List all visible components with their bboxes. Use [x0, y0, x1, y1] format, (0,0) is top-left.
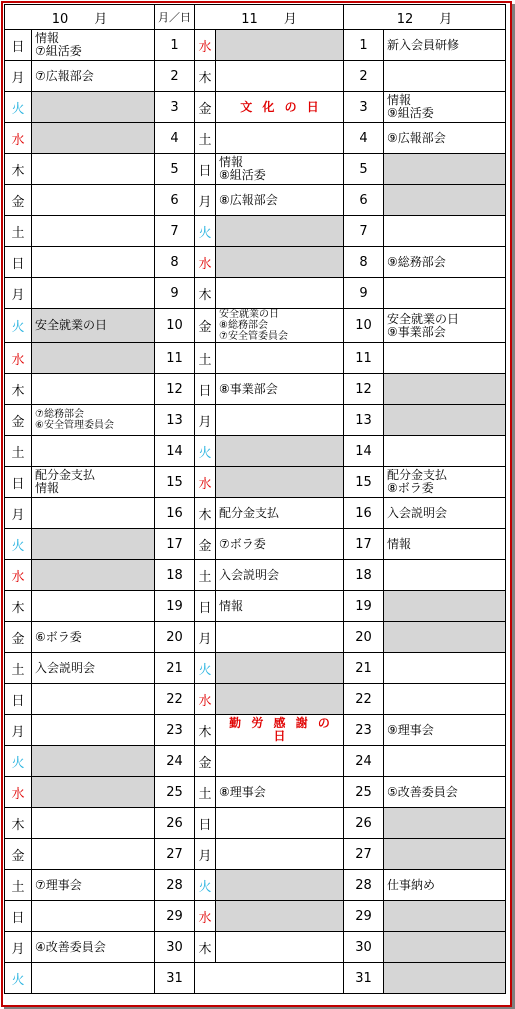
table-row: [5, 684, 506, 715]
november-weekday: 月: [195, 839, 216, 870]
table-row: [5, 216, 506, 247]
october-weekday: 火: [5, 92, 32, 123]
day-number: 21: [155, 653, 195, 684]
day-number: 27: [344, 839, 384, 870]
october-weekday: 日: [5, 684, 32, 715]
table-row: [5, 777, 506, 808]
december-event: 情報 ⑨組活委: [384, 92, 506, 123]
november-weekday: 水: [195, 467, 216, 498]
day-number: 11: [155, 343, 195, 374]
november-event: 情報: [216, 591, 344, 622]
october-event: [32, 746, 155, 777]
october-event: 配分金支払 情報: [32, 467, 155, 498]
day-number: 10: [344, 309, 384, 343]
december-event: [384, 746, 506, 777]
october-weekday: 木: [5, 808, 32, 839]
day-number: 12: [155, 374, 195, 405]
november-event: [216, 870, 344, 901]
day-number: 10: [155, 309, 195, 343]
november-weekday: 木: [195, 932, 216, 963]
october-weekday: 木: [5, 154, 32, 185]
december-event: 仕事納め: [384, 870, 506, 901]
october-event: [32, 777, 155, 808]
day-number: 18: [344, 560, 384, 591]
day-number: 15: [155, 467, 195, 498]
day-number: 23: [344, 715, 384, 746]
day-number: 14: [344, 436, 384, 467]
november-weekday: 日: [195, 808, 216, 839]
october-event: [32, 684, 155, 715]
november-header: 11 月: [195, 5, 344, 30]
table-row: [5, 405, 506, 436]
november-weekday: 日: [195, 154, 216, 185]
october-weekday: 月: [5, 61, 32, 92]
october-weekday: 木: [5, 591, 32, 622]
october-event: [32, 374, 155, 405]
november-weekday: 土: [195, 560, 216, 591]
october-weekday: 金: [5, 839, 32, 870]
november-event: 配分金支払: [216, 498, 344, 529]
october-weekday: 金: [5, 405, 32, 436]
october-weekday: 水: [5, 343, 32, 374]
holiday-label: 勤 労 感 謝 の 日: [216, 715, 344, 746]
december-event: [384, 154, 506, 185]
october-event: 情報 ⑦組活委: [32, 30, 155, 61]
november-event: [216, 467, 344, 498]
table-row: [5, 529, 506, 560]
november-weekday: 火: [195, 216, 216, 247]
day-number: 30: [344, 932, 384, 963]
table-row: [5, 839, 506, 870]
november-event: [216, 216, 344, 247]
october-weekday: 木: [5, 374, 32, 405]
december-event: [384, 591, 506, 622]
october-event: [32, 216, 155, 247]
october-weekday: 土: [5, 870, 32, 901]
december-event: [384, 343, 506, 374]
day-number: 28: [344, 870, 384, 901]
october-weekday: 水: [5, 777, 32, 808]
day-number: 20: [344, 622, 384, 653]
november-event: [216, 932, 344, 963]
november-weekday: 火: [195, 436, 216, 467]
table-row: [5, 247, 506, 278]
december-event: [384, 963, 506, 994]
table-row: [5, 436, 506, 467]
october-weekday: 水: [5, 560, 32, 591]
table-row: [5, 30, 506, 61]
december-event: [384, 808, 506, 839]
november-event: [216, 622, 344, 653]
december-event: 配分金支払 ⑧ボラ委: [384, 467, 506, 498]
day-number: 8: [155, 247, 195, 278]
november-weekday: 水: [195, 247, 216, 278]
december-event: [384, 622, 506, 653]
december-event: [384, 278, 506, 309]
november-weekday: 土: [195, 343, 216, 374]
table-row: [5, 653, 506, 684]
october-event: [32, 560, 155, 591]
november-weekday: 月: [195, 622, 216, 653]
october-event: [32, 498, 155, 529]
october-event: ⑦総務部会 ⑥安全管理委員会: [32, 405, 155, 436]
october-event: ⑦広報部会: [32, 61, 155, 92]
november-event: [216, 839, 344, 870]
october-event: [32, 963, 155, 994]
day-number: 27: [155, 839, 195, 870]
october-weekday: 火: [5, 746, 32, 777]
day-number: 8: [344, 247, 384, 278]
november-event: [216, 278, 344, 309]
october-weekday: 金: [5, 622, 32, 653]
day-number: 16: [344, 498, 384, 529]
day-number: 3: [344, 92, 384, 123]
day-number: 21: [344, 653, 384, 684]
december-event: 情報: [384, 529, 506, 560]
day-number: 16: [155, 498, 195, 529]
day-number: 1: [155, 30, 195, 61]
october-event: 安全就業の日: [32, 309, 155, 343]
day-number: 29: [155, 901, 195, 932]
december-event: 新入会員研修: [384, 30, 506, 61]
december-event: [384, 839, 506, 870]
october-weekday: 火: [5, 309, 32, 343]
october-weekday: 日: [5, 467, 32, 498]
november-event: ⑦ボラ委: [216, 529, 344, 560]
header-row: [5, 5, 506, 30]
november-weekday: 木: [195, 278, 216, 309]
december-event: ⑤改善委員会: [384, 777, 506, 808]
day-number: 17: [155, 529, 195, 560]
october-event: [32, 436, 155, 467]
day-number: 12: [344, 374, 384, 405]
day-number: 24: [155, 746, 195, 777]
table-row: [5, 92, 506, 123]
day-number: 4: [344, 123, 384, 154]
november-event: [216, 123, 344, 154]
table-row: [5, 901, 506, 932]
october-weekday: 土: [5, 216, 32, 247]
october-event: [32, 808, 155, 839]
october-event: [32, 343, 155, 374]
day-number: 31: [155, 963, 195, 994]
october-event: [32, 591, 155, 622]
october-event: [32, 529, 155, 560]
table-row: [5, 154, 506, 185]
table-row: [5, 622, 506, 653]
day-number: 9: [155, 278, 195, 309]
day-number: 19: [344, 591, 384, 622]
november-weekday: 日: [195, 591, 216, 622]
day-number: 7: [344, 216, 384, 247]
october-event: [32, 278, 155, 309]
november-weekday: 金: [195, 92, 216, 123]
december-event: 安全就業の日 ⑨事業部会: [384, 309, 506, 343]
october-event: ④改善委員会: [32, 932, 155, 963]
october-event: [32, 901, 155, 932]
october-event: [32, 715, 155, 746]
october-weekday: 日: [5, 247, 32, 278]
day-number: 25: [155, 777, 195, 808]
november-weekday: 火: [195, 653, 216, 684]
day-number: 22: [155, 684, 195, 715]
november-weekday: 月: [195, 405, 216, 436]
day-number: 3: [155, 92, 195, 123]
table-row: [5, 278, 506, 309]
december-event: [384, 61, 506, 92]
day-number: 5: [344, 154, 384, 185]
table-row: [5, 309, 506, 343]
november-event: [216, 746, 344, 777]
november-event: ⑧理事会: [216, 777, 344, 808]
october-event: [32, 92, 155, 123]
october-weekday: 月: [5, 932, 32, 963]
november-event: [216, 653, 344, 684]
december-event: [384, 216, 506, 247]
day-number: 9: [344, 278, 384, 309]
day-number: 17: [344, 529, 384, 560]
table-row: [5, 343, 506, 374]
day-number: 25: [344, 777, 384, 808]
day-number: 11: [344, 343, 384, 374]
table-row: [5, 374, 506, 405]
table-row: [5, 932, 506, 963]
day-number: 26: [155, 808, 195, 839]
november-event: [216, 405, 344, 436]
table-row: [5, 123, 506, 154]
table-row: [5, 498, 506, 529]
december-event: [384, 901, 506, 932]
october-event: [32, 247, 155, 278]
day-number: 2: [155, 61, 195, 92]
holiday-label: 文 化 の 日: [216, 92, 344, 123]
november-weekday: 木: [195, 715, 216, 746]
day-number: 7: [155, 216, 195, 247]
table-row: [5, 746, 506, 777]
october-event: [32, 839, 155, 870]
november-event: [216, 901, 344, 932]
october-weekday: 日: [5, 901, 32, 932]
november-event: [216, 247, 344, 278]
november-weekday: 月: [195, 185, 216, 216]
october-weekday: 月: [5, 715, 32, 746]
schedule-table: [4, 4, 506, 994]
table-row: [5, 963, 506, 994]
october-weekday: 月: [5, 498, 32, 529]
november-weekday: 木: [195, 61, 216, 92]
december-event: ⑨理事会: [384, 715, 506, 746]
december-event: [384, 653, 506, 684]
day-number: 29: [344, 901, 384, 932]
november-weekday: 金: [195, 746, 216, 777]
day-number: 15: [344, 467, 384, 498]
october-weekday: 土: [5, 653, 32, 684]
november-weekday: 金: [195, 529, 216, 560]
november-event: [216, 684, 344, 715]
day-number: 31: [344, 963, 384, 994]
november-event: [216, 436, 344, 467]
october-event: [32, 123, 155, 154]
december-event: [384, 932, 506, 963]
october-weekday: 金: [5, 185, 32, 216]
december-event: [384, 405, 506, 436]
october-weekday: 火: [5, 963, 32, 994]
day-number: 4: [155, 123, 195, 154]
october-weekday: 日: [5, 30, 32, 61]
december-event: ⑨広報部会: [384, 123, 506, 154]
november-weekday: 火: [195, 870, 216, 901]
day-number: 23: [155, 715, 195, 746]
november-event: ⑧事業部会: [216, 374, 344, 405]
november-empty: [195, 963, 344, 994]
day-number: 14: [155, 436, 195, 467]
november-weekday: 金: [195, 309, 216, 343]
october-weekday: 土: [5, 436, 32, 467]
day-number: 1: [344, 30, 384, 61]
october-header: 10 月: [5, 5, 155, 30]
november-event: ⑧広報部会: [216, 185, 344, 216]
november-weekday: 土: [195, 123, 216, 154]
december-event: 入会説明会: [384, 498, 506, 529]
day-number: 5: [155, 154, 195, 185]
december-event: ⑨総務部会: [384, 247, 506, 278]
december-event: [384, 185, 506, 216]
november-event: 入会説明会: [216, 560, 344, 591]
day-number: 28: [155, 870, 195, 901]
table-row: [5, 808, 506, 839]
october-weekday: 月: [5, 278, 32, 309]
december-event: [384, 684, 506, 715]
table-row: [5, 591, 506, 622]
november-weekday: 水: [195, 30, 216, 61]
table-row: [5, 870, 506, 901]
november-weekday: 日: [195, 374, 216, 405]
november-weekday: 土: [195, 777, 216, 808]
october-event: [32, 154, 155, 185]
day-number: 22: [344, 684, 384, 715]
day-number: 19: [155, 591, 195, 622]
table-row: [5, 61, 506, 92]
table-row: [5, 560, 506, 591]
november-event: [216, 30, 344, 61]
november-weekday: 水: [195, 901, 216, 932]
day-number: 2: [344, 61, 384, 92]
table-row: [5, 715, 506, 746]
december-event: [384, 374, 506, 405]
day-number: 20: [155, 622, 195, 653]
day-number: 26: [344, 808, 384, 839]
december-event: [384, 560, 506, 591]
october-event: ⑦理事会: [32, 870, 155, 901]
november-event: [216, 343, 344, 374]
day-number: 13: [344, 405, 384, 436]
day-number: 24: [344, 746, 384, 777]
october-weekday: 水: [5, 123, 32, 154]
day-number: 6: [155, 185, 195, 216]
table-row: [5, 185, 506, 216]
november-event: [216, 61, 344, 92]
november-weekday: 木: [195, 498, 216, 529]
november-event: 安全就業の日 ⑧総務部会 ⑦安全管委員会: [216, 309, 344, 343]
november-event: [216, 808, 344, 839]
october-event: ⑥ボラ委: [32, 622, 155, 653]
day-number: 13: [155, 405, 195, 436]
day-number: 6: [344, 185, 384, 216]
monthday-header: 月／日: [155, 5, 195, 30]
november-event: 情報 ⑧組活委: [216, 154, 344, 185]
december-header: 12 月: [344, 5, 506, 30]
november-weekday: 水: [195, 684, 216, 715]
day-number: 30: [155, 932, 195, 963]
october-event: [32, 185, 155, 216]
october-weekday: 火: [5, 529, 32, 560]
day-number: 18: [155, 560, 195, 591]
table-row: [5, 467, 506, 498]
december-event: [384, 436, 506, 467]
october-event: 入会説明会: [32, 653, 155, 684]
